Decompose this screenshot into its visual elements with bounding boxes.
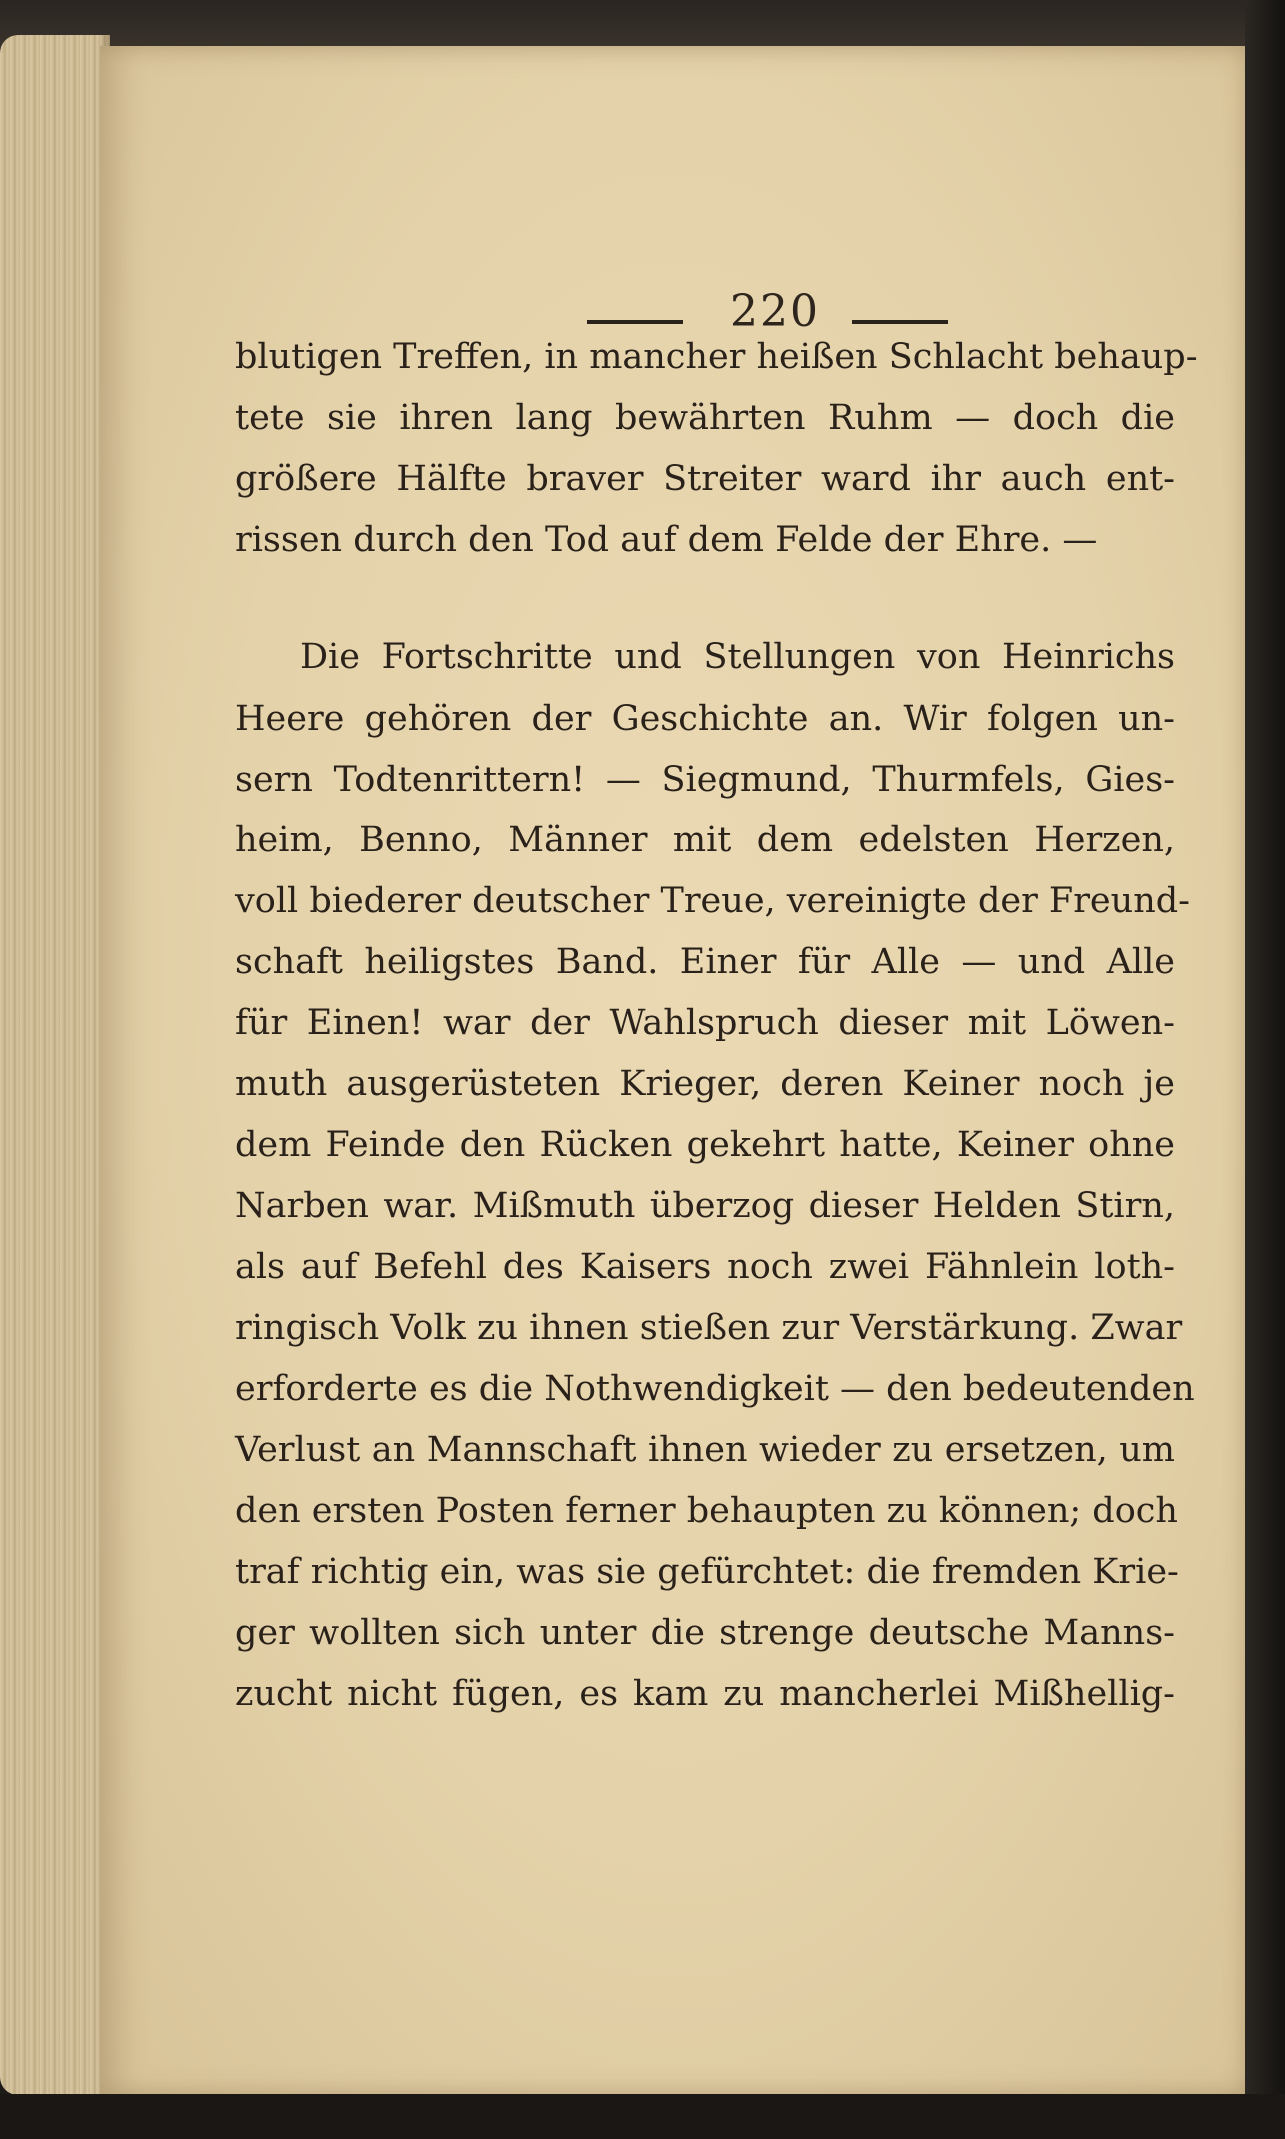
text-line: Die Fortschritte und Stellungen von Heinrichs (300, 637, 1175, 677)
page-edges (0, 35, 110, 2095)
book-cover-top-edge (0, 0, 1285, 48)
text-line: heim, Benno, Männer mit dem edelsten Herzen, (235, 820, 1175, 860)
text-line: Narben war. Mißmuth überzog dieser Helden Stirn, (235, 1186, 1175, 1226)
text-line: Verlust an Mannschaft ihnen wieder zu ersetzen, um (235, 1430, 1175, 1470)
text-line: ringisch Volk zu ihnen stießen zur Verstärkung. Zwar (235, 1308, 1183, 1348)
text-line: für Einen! war der Wahlspruch dieser mit Löwen- (235, 1003, 1175, 1043)
text-line: sern Todtenrittern! — Siegmund, Thurmfels, Gies- (235, 760, 1175, 800)
text-line: schaft heiligstes Band. Einer für Alle — und Alle (235, 942, 1175, 982)
book-cover-right-edge (1245, 0, 1285, 2139)
text-line: erforderte es die Nothwendigkeit — den bedeutenden (235, 1369, 1195, 1409)
text-line: muth ausgerüsteten Krieger, deren Keiner noch je (235, 1064, 1175, 1104)
text-line: den ersten Posten ferner behaupten zu können; doch (235, 1491, 1178, 1531)
text-line: Heere gehören der Geschichte an. Wir folgen un- (235, 699, 1175, 739)
text-line: dem Feinde den Rücken gekehrt hatte, Keiner ohne (235, 1125, 1175, 1165)
text-line: als auf Befehl des Kaisers noch zwei Fähnlein loth- (235, 1247, 1175, 1287)
header-rule-right (852, 320, 948, 324)
text-line: zucht nicht fügen, es kam zu mancherlei Mißhellig- (235, 1674, 1175, 1714)
text-line: rissen durch den Tod auf dem Felde der Ehre. — (235, 520, 1098, 560)
text-line: größere Hälfte braver Streiter ward ihr auch ent- (235, 459, 1175, 499)
text-line: ger wollten sich unter die strenge deutsche Manns- (235, 1613, 1175, 1653)
book-cover-bottom-edge (0, 2094, 1285, 2139)
header-rule-left (587, 320, 683, 324)
text-line: traf richtig ein, was sie gefürchtet: die fremden Krie- (235, 1552, 1179, 1592)
page-number: 220 (730, 286, 820, 337)
text-line: blutigen Treffen, in mancher heißen Schlacht behaup- (235, 337, 1198, 377)
text-line: tete sie ihren lang bewährten Ruhm — doch die (235, 398, 1175, 438)
text-line: voll biederer deutscher Treue, vereinigte der Freund- (235, 881, 1190, 921)
